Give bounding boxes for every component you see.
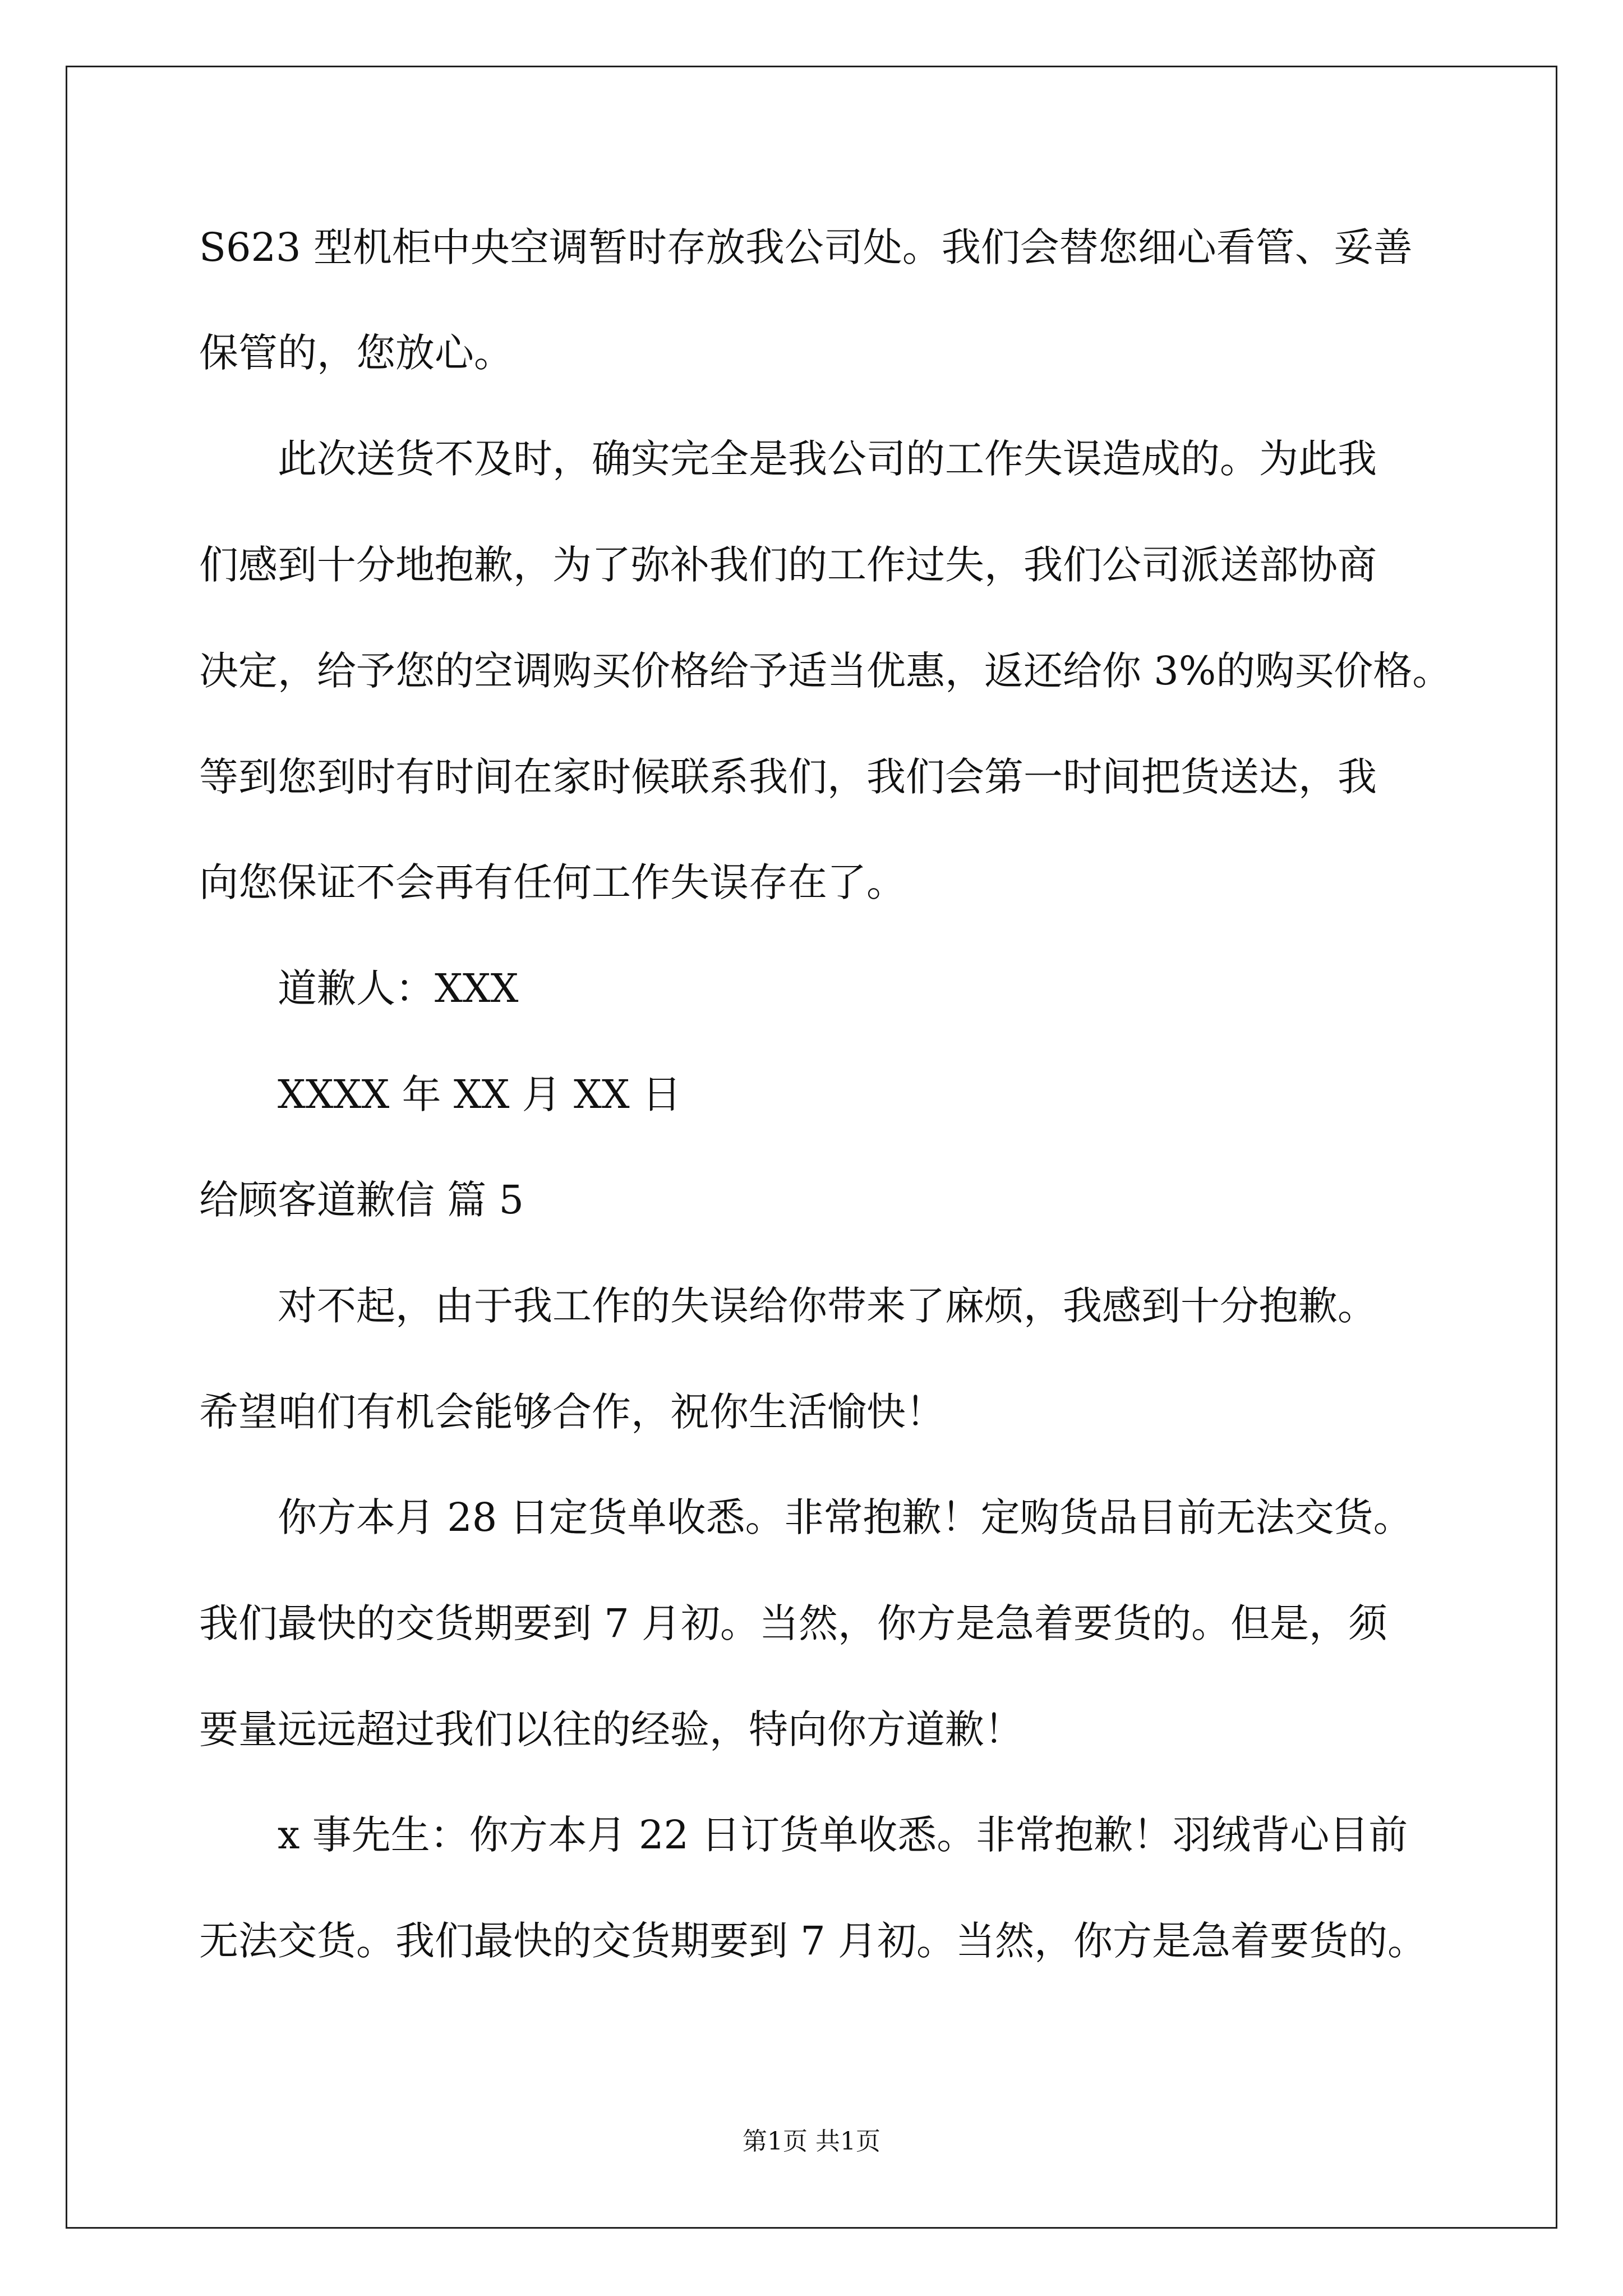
signature-line: 道歉人：XXX bbox=[278, 965, 519, 1011]
text-line: 无法交货。我们最快的交货期要到 7 月初。当然，你方是急着要货的。 bbox=[199, 1918, 1427, 1964]
text-line: 向您保证不会再有任何工作失误存在了。 bbox=[199, 859, 906, 905]
text-line: x 事先生：你方本月 22 日订货单收悉。非常抱歉！羽绒背心目前 bbox=[278, 1812, 1408, 1858]
text-line: 们感到十分地抱歉，为了弥补我们的工作过失，我们公司派送部协商 bbox=[199, 542, 1377, 588]
text-line: 希望咱们有机会能够合作，祝你生活愉快！ bbox=[199, 1389, 945, 1435]
text-line: 你方本月 28 日定货单收悉。非常抱歉！定购货品目前无法交货。 bbox=[278, 1494, 1413, 1540]
text-line: S623 型机柜中央空调暂时存放我公司处。我们会替您细心看管、妥善 bbox=[199, 224, 1413, 270]
page-number-footer: 第1页 共1页 bbox=[743, 2127, 880, 2156]
text-line: 此次送货不及时，确实完全是我公司的工作失误造成的。为此我 bbox=[278, 436, 1377, 482]
text-line: 对不起，由于我工作的失误给你带来了麻烦，我感到十分抱歉。 bbox=[278, 1283, 1377, 1329]
section-heading: 给顾客道歉信 篇 5 bbox=[199, 1177, 524, 1223]
page-border bbox=[66, 66, 1557, 2229]
text-line: 我们最快的交货期要到 7 月初。当然，你方是急着要货的。但是，须 bbox=[199, 1600, 1388, 1646]
text-line: 决定，给予您的空调购买价格给予适当优惠，返还给你 3%的购买价格。 bbox=[199, 648, 1452, 694]
date-line: XXXX 年 XX 月 XX 日 bbox=[278, 1071, 681, 1117]
text-line: 等到您到时有时间在家时候联系我们，我们会第一时间把货送达，我 bbox=[199, 754, 1377, 800]
text-line: 保管的，您放心。 bbox=[199, 330, 513, 376]
text-line: 要量远远超过我们以往的经验，特向你方道歉！ bbox=[199, 1706, 1023, 1752]
